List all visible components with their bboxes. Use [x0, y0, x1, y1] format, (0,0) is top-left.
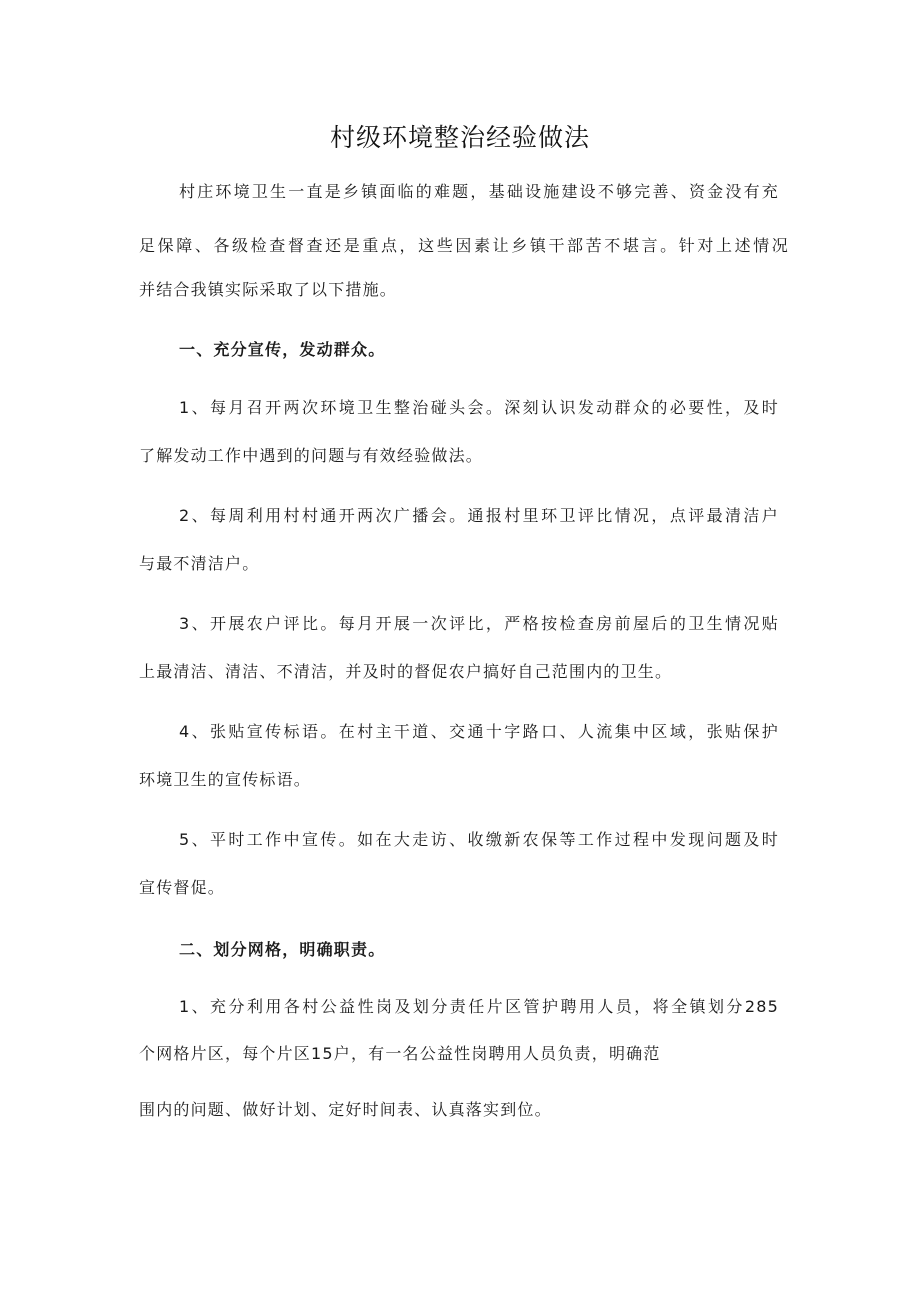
s1-item-3-line-1: 3、开展农户评比。每月开展一次评比，严格按检查房前屋后的卫生情况贴 [179, 614, 779, 633]
s1-item-5-line-1: 5、平时工作中宣传。如在大走访、收缴新农保等工作过程中发现问题及时 [179, 830, 779, 849]
s2-item-1-line-2: 个网格片区，每个片区15户，有一名公益性岗聘用人员负责，明确范 [139, 1044, 661, 1063]
s1-item-2-line-1: 2、每周利用村村通开两次广播会。通报村里环卫评比情况，点评最清洁户 [179, 506, 779, 525]
intro-line-3: 并结合我镇实际采取了以下措施。 [139, 280, 398, 299]
s1-item-4-line-1: 4、张贴宣传标语。在村主干道、交通十字路口、人流集中区域，张贴保护 [179, 722, 779, 741]
s1-item-3-line-2: 上最清洁、清洁、不清洁，并及时的督促农户搞好自己范围内的卫生。 [139, 662, 673, 681]
intro-line-2: 足保障、各级检查督查还是重点，这些因素让乡镇干部苦不堪言。针对上述情况 [139, 236, 789, 255]
s1-item-1-line-2: 了解发动工作中遇到的问题与有效经验做法。 [139, 446, 484, 465]
s2-item-1-line-3: 围内的问题、做好计划、定好时间表、认真落实到位。 [139, 1100, 552, 1119]
document-title: 村级环境整治经验做法 [329, 123, 590, 152]
s2-item-1-line-1: 1、充分利用各村公益性岗及划分责任片区管护聘用人员，将全镇划分285 [179, 997, 779, 1016]
s1-item-5-line-2: 宣传督促。 [139, 878, 226, 897]
s1-item-2-line-2: 与最不清洁户。 [139, 554, 260, 573]
s1-item-1-line-1: 1、每月召开两次环境卫生整治碰头会。深刻认识发动群众的必要性，及时 [179, 398, 779, 417]
s1-item-4-line-2: 环境卫生的宣传标语。 [139, 770, 312, 789]
section-1-heading: 一、充分宣传，发动群众。 [179, 340, 386, 359]
intro-line-1: 村庄环境卫生一直是乡镇面临的难题，基础设施建设不够完善、资金没有充 [179, 182, 779, 201]
section-2-heading: 二、划分网格，明确职责。 [179, 940, 386, 959]
